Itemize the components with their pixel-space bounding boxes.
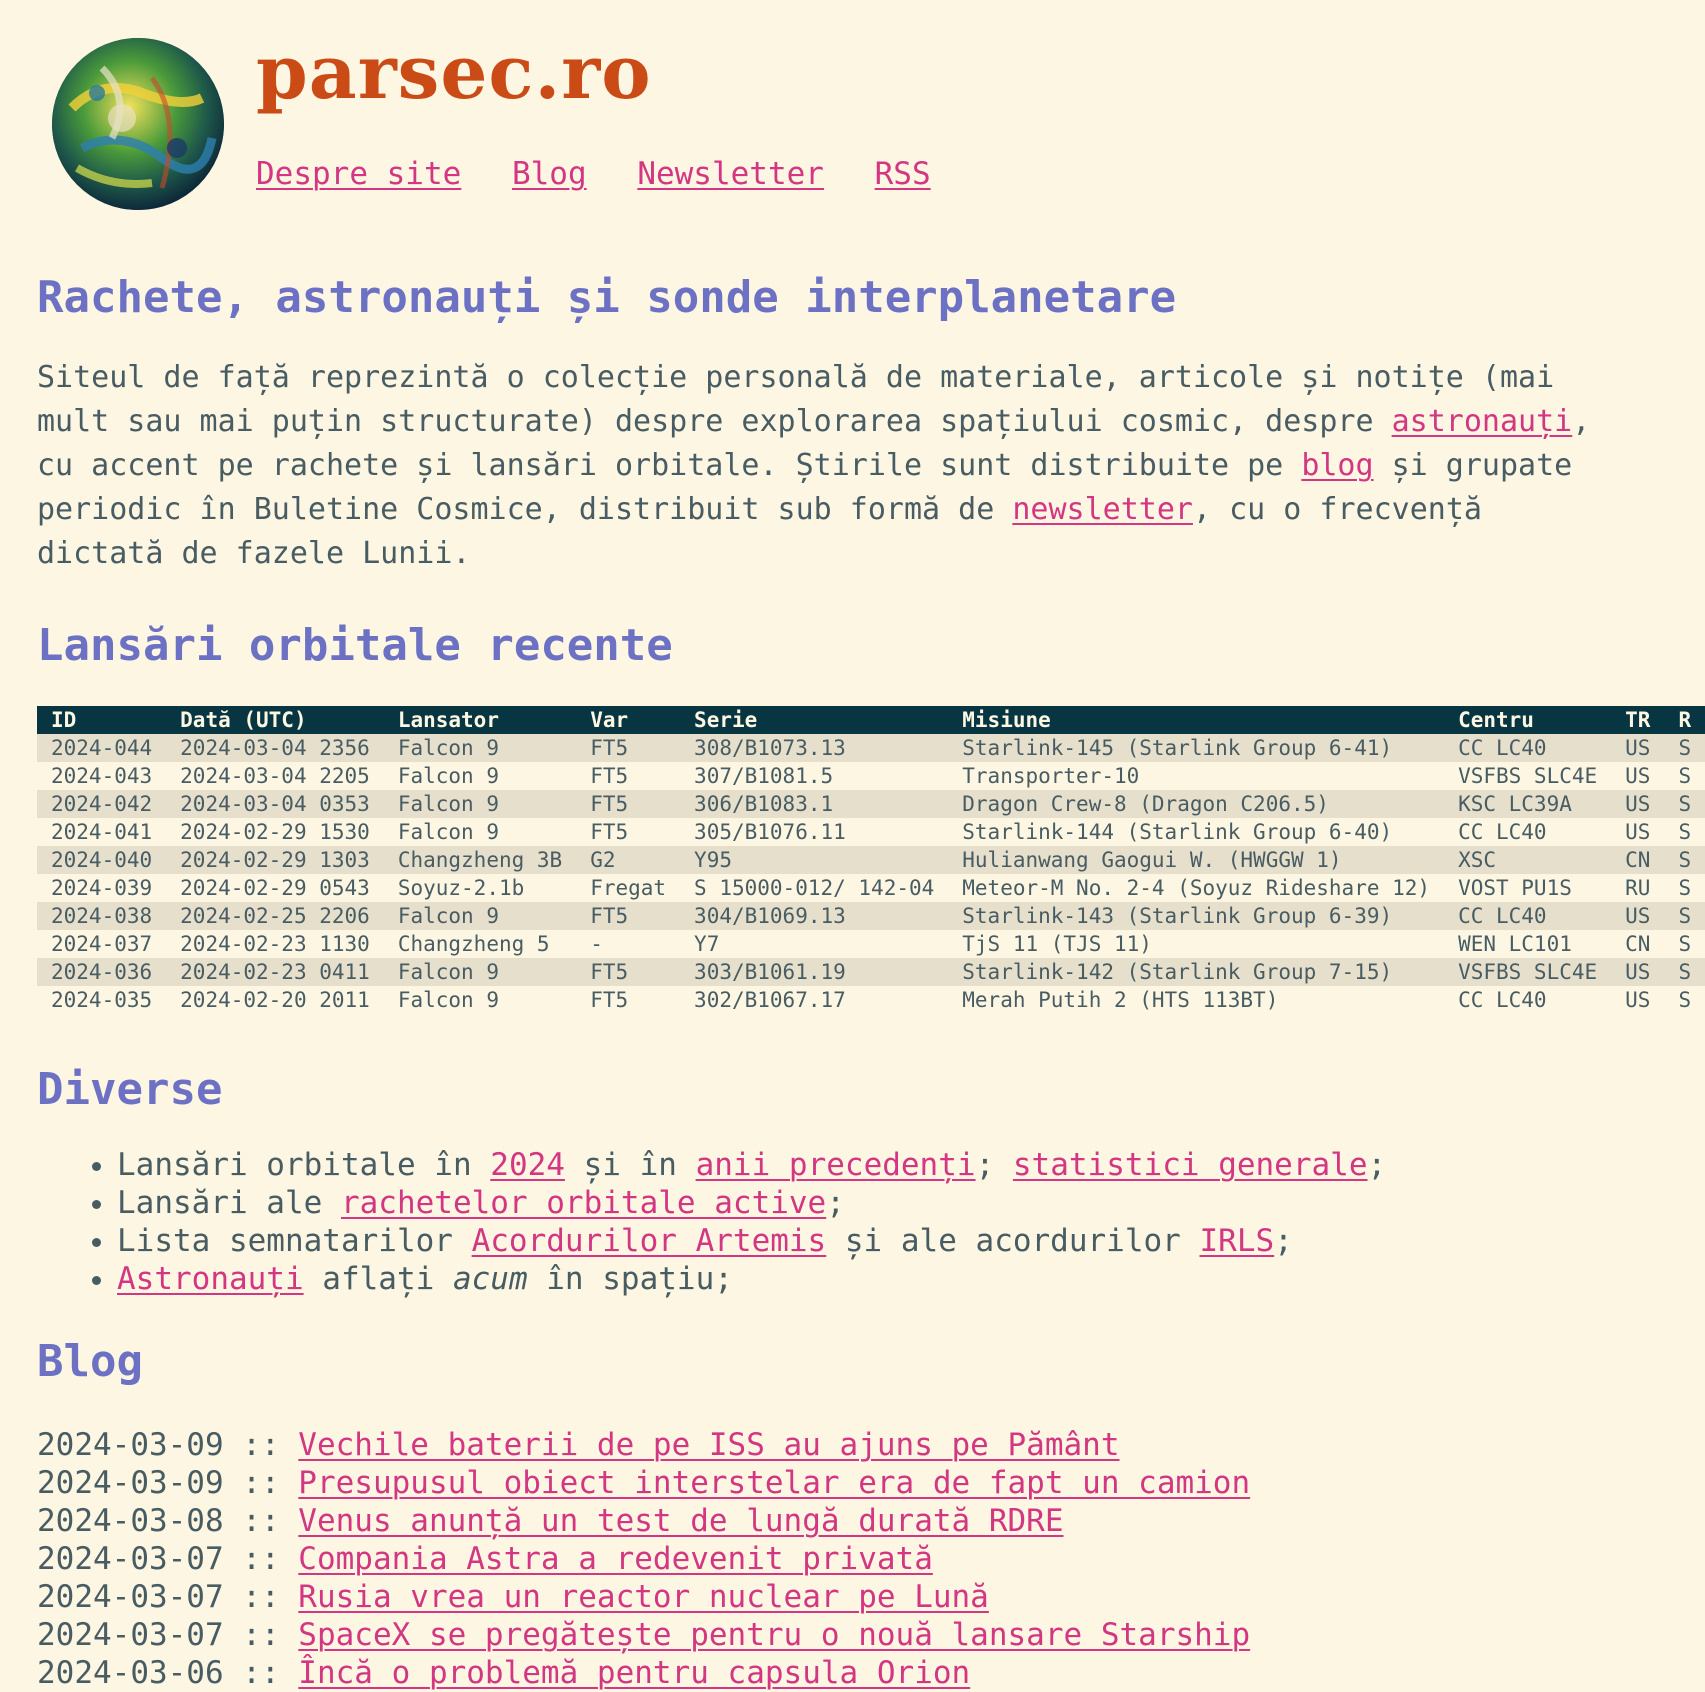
cell-variant: FT5 (590, 988, 629, 1012)
cell-result: S (1678, 932, 1692, 956)
diverse-list (37, 1146, 1592, 1298)
cell-variant: FT5 (576, 902, 680, 930)
cell-center: KSC LC39A (1444, 790, 1611, 818)
post-link[interactable]: Presupusul obiect interstelar era de fapt un camion (298, 1465, 1251, 1501)
cell-id: 2024-044 (37, 734, 166, 762)
cell-launcher: Falcon 9 (384, 790, 576, 818)
intro-heading: Rachete, astronauți și sonde interplanetare (37, 272, 1177, 323)
post-date: 2024-03-07 (37, 1541, 224, 1577)
table-row (37, 930, 1705, 958)
list-item (37, 1426, 1592, 1464)
intro-paragraph (37, 356, 1592, 576)
cell-center: CC LC40 (1458, 988, 1547, 1012)
post-separator: :: (223, 1465, 299, 1501)
table-row (37, 874, 1705, 902)
cell-variant: Fregat (590, 876, 667, 900)
cell-mission: TjS 11 (TJS 11) (962, 932, 1152, 956)
cell-series: 302/B1067.17 (694, 988, 846, 1012)
cell-result: S (1664, 734, 1705, 762)
list-item (37, 1578, 1592, 1616)
cell-mission: Starlink-144 (Starlink Group 6-40) (962, 820, 1393, 844)
item-text: ; (1274, 1223, 1293, 1259)
cell-center: VSFBS SLC4E (1444, 958, 1611, 986)
link-2024[interactable]: 2024 (490, 1147, 565, 1183)
cell-mission: Merah Putih 2 (HTS 113BT) (962, 988, 1279, 1012)
cell-launcher: Soyuz-2.1b (397, 876, 525, 900)
list-item (117, 1184, 1592, 1222)
cell-series: S 15000-012/ 142-04 (694, 876, 935, 900)
post-separator: :: (223, 1503, 299, 1539)
cell-country: US (1611, 790, 1664, 818)
column-header-date: Dată (UTC) (166, 706, 384, 734)
cell-country: CN (1625, 932, 1651, 956)
item-text: Lansări orbitale în (117, 1147, 491, 1183)
post-link[interactable]: Rusia vrea un reactor nuclear pe Lună (298, 1579, 989, 1615)
link-astronauti[interactable]: astronauți (1391, 404, 1573, 439)
link-anii-precedenti[interactable]: anii precedenți (695, 1147, 976, 1183)
list-item (117, 1146, 1592, 1184)
cell-date: 2024-02-23 0411 (166, 958, 384, 986)
item-text: Lansări ale (117, 1185, 341, 1221)
launches-heading: Lansări orbitale recente (37, 620, 673, 671)
list-item (37, 1464, 1592, 1502)
cell-result: S (1664, 958, 1705, 986)
cell-mission: Starlink-145 (Starlink Group 6-41) (948, 734, 1444, 762)
column-header-series: Serie (680, 706, 948, 734)
post-separator: :: (223, 1655, 299, 1691)
cell-country: RU (1625, 876, 1651, 900)
cell-id: 2024-043 (51, 764, 153, 788)
cell-launcher: Changzheng 3B (384, 846, 576, 874)
link-rachete-active[interactable]: rachetelor orbitale active (340, 1185, 827, 1221)
table-row (37, 762, 1705, 790)
table-row (37, 902, 1705, 930)
item-text: ; (975, 1147, 1013, 1183)
item-text: în spațiu; (527, 1261, 733, 1297)
cell-result: S (1664, 846, 1705, 874)
cell-result: S (1678, 764, 1692, 788)
post-separator: :: (223, 1541, 299, 1577)
cell-series: 305/B1076.11 (694, 820, 846, 844)
table-row (37, 958, 1705, 986)
cell-country: US (1625, 988, 1651, 1012)
cell-launcher: Falcon 9 (397, 988, 499, 1012)
post-link[interactable]: Compania Astra a redevenit privată (298, 1541, 933, 1577)
column-header-variant: Var (576, 706, 680, 734)
cell-variant: FT5 (576, 790, 680, 818)
cell-center: VOST PU1S (1458, 876, 1572, 900)
cell-date: 2024-02-23 1130 (180, 932, 370, 956)
cell-center: XSC (1444, 846, 1611, 874)
site-header (0, 0, 1620, 230)
post-date: 2024-03-09 (37, 1427, 224, 1463)
cell-series: 306/B1083.1 (680, 790, 948, 818)
cell-center: CC LC40 (1444, 734, 1611, 762)
cell-id: 2024-040 (37, 846, 166, 874)
link-acordurile-artemis[interactable]: Acordurilor Artemis (471, 1223, 827, 1259)
post-separator: :: (223, 1579, 299, 1615)
cell-country: US (1625, 820, 1651, 844)
cell-id: 2024-041 (51, 820, 153, 844)
table-row (37, 846, 1705, 874)
cell-date: 2024-02-29 0543 (180, 876, 370, 900)
site-logo[interactable] (52, 38, 224, 210)
cell-launcher: Falcon 9 (397, 764, 499, 788)
column-header-country: TR (1611, 706, 1664, 734)
cell-id: 2024-039 (51, 876, 153, 900)
cell-launcher: Falcon 9 (384, 902, 576, 930)
cell-variant: G2 (576, 846, 680, 874)
link-blog[interactable]: blog (1301, 448, 1374, 483)
list-item (117, 1260, 1592, 1298)
item-emphasis: acum (452, 1261, 528, 1297)
post-date: 2024-03-07 (37, 1579, 224, 1615)
cell-series: 307/B1081.5 (694, 764, 834, 788)
column-header-center: Centru (1444, 706, 1611, 734)
cell-variant: FT5 (590, 820, 629, 844)
post-link[interactable]: Venus anunță un test de lungă durată RDRE (298, 1503, 1064, 1539)
cell-series: 303/B1061.19 (680, 958, 948, 986)
list-item (37, 1502, 1592, 1540)
launches-table (37, 706, 1705, 1014)
cell-mission: Hulianwang Gaogui W. (HWGGW 1) (948, 846, 1444, 874)
post-link[interactable]: Vechile baterii de pe ISS au ajuns pe Pământ (298, 1427, 1120, 1463)
column-header-result: R (1664, 706, 1705, 734)
blog-post-list (37, 1426, 1592, 1692)
cell-series: Y95 (680, 846, 948, 874)
cell-center: CC LC40 (1458, 820, 1547, 844)
site-title[interactable]: parsec.ro (256, 30, 652, 116)
cell-launcher: Falcon 9 (384, 958, 576, 986)
cell-date: 2024-03-04 0353 (166, 790, 384, 818)
intro-text-1: Siteul de față reprezintă o colecție personală de materiale, articole și notițe (mai mult sau mai puțin structurate) despre explorarea spațiului cosmic, despre (37, 360, 1555, 439)
cell-mission: Starlink-143 (Starlink Group 6-39) (948, 902, 1444, 930)
cell-country: US (1611, 958, 1664, 986)
item-text: ; (1367, 1147, 1387, 1183)
cell-result: S (1664, 790, 1705, 818)
cell-variant: - (590, 932, 603, 956)
post-link[interactable]: SpaceX se pregătește pentru o nouă lansare Starship (298, 1617, 1251, 1653)
item-text: Lista semnatarilor (117, 1223, 472, 1259)
planet-logo-icon (52, 38, 224, 210)
cell-country: US (1611, 734, 1664, 762)
top-navigation (256, 154, 963, 194)
cell-launcher: Falcon 9 (384, 734, 576, 762)
cell-launcher: Changzheng 5 (397, 932, 550, 956)
cell-date: 2024-02-29 1303 (166, 846, 384, 874)
cell-mission: Starlink-142 (Starlink Group 7-15) (948, 958, 1444, 986)
cell-id: 2024-038 (37, 902, 166, 930)
post-separator: :: (223, 1617, 299, 1653)
cell-result: S (1678, 988, 1692, 1012)
column-header-id: ID (37, 706, 166, 734)
cell-center: CC LC40 (1444, 902, 1611, 930)
cell-series: 304/B1069.13 (680, 902, 948, 930)
cell-series: Y7 (694, 932, 720, 956)
table-header-row (37, 706, 1705, 734)
cell-country: US (1625, 764, 1651, 788)
cell-country: US (1611, 902, 1664, 930)
cell-date: 2024-02-29 1530 (180, 820, 370, 844)
post-date: 2024-03-07 (37, 1617, 224, 1653)
cell-variant: FT5 (576, 958, 680, 986)
post-separator: :: (223, 1427, 299, 1463)
intro-text-4: , cu o frecvență dictată de fazele Lunii. (37, 492, 1482, 571)
item-text: aflați (303, 1261, 453, 1297)
nav-link-newsletter[interactable]: Newsletter (637, 156, 824, 192)
post-date: 2024-03-08 (37, 1503, 224, 1539)
cell-date: 2024-02-25 2206 (166, 902, 384, 930)
cell-variant: FT5 (576, 734, 680, 762)
blog-heading: Blog (37, 1336, 143, 1387)
nav-link-despre-site[interactable]: Despre site (256, 156, 462, 192)
item-text: și în (564, 1147, 696, 1183)
post-date: 2024-03-09 (37, 1465, 224, 1501)
cell-id: 2024-036 (37, 958, 166, 986)
diverse-heading: Diverse (37, 1064, 223, 1115)
cell-date: 2024-02-20 2011 (180, 988, 370, 1012)
list-item (37, 1540, 1592, 1578)
main-content (37, 270, 1692, 1692)
cell-country: CN (1611, 846, 1664, 874)
cell-result: S (1678, 820, 1692, 844)
item-text: și ale acordurilor (826, 1223, 1200, 1259)
link-astronauti-acum[interactable]: Astronauți (117, 1261, 304, 1297)
list-item (37, 1654, 1592, 1692)
cell-mission: Meteor-M No. 2-4 (Soyuz Rideshare 12) (962, 876, 1431, 900)
nav-link-blog[interactable]: Blog (511, 156, 587, 192)
link-newsletter[interactable]: newsletter (1012, 492, 1193, 527)
nav-link-rss[interactable]: RSS (874, 156, 931, 192)
cell-result: S (1678, 876, 1692, 900)
table-row (37, 986, 1705, 1014)
cell-date: 2024-03-04 2205 (180, 764, 370, 788)
list-item (117, 1222, 1592, 1260)
launches-table-body (37, 734, 1705, 1014)
intro-text-2: , cu accent pe rachete și lansări orbitale. Știrile sunt distribuite pe (37, 404, 1591, 483)
cell-center: WEN LC101 (1458, 932, 1572, 956)
cell-mission: Transporter-10 (962, 764, 1140, 788)
cell-center: VSFBS SLC4E (1458, 764, 1598, 788)
link-irls[interactable]: IRLS (1199, 1223, 1275, 1259)
cell-mission: Dragon Crew-8 (Dragon C206.5) (948, 790, 1444, 818)
table-row (37, 734, 1705, 762)
cell-id: 2024-042 (37, 790, 166, 818)
cell-variant: FT5 (590, 764, 629, 788)
item-text: ; (826, 1185, 845, 1221)
cell-series: 308/B1073.13 (680, 734, 948, 762)
list-item (37, 1616, 1592, 1654)
post-link[interactable]: Încă o problemă pentru capsula Orion (298, 1655, 971, 1691)
cell-result: S (1664, 902, 1705, 930)
post-date: 2024-03-06 (37, 1655, 224, 1691)
link-statistici-generale[interactable]: statistici generale (1012, 1147, 1368, 1183)
table-row (37, 818, 1705, 846)
cell-date: 2024-03-04 2356 (166, 734, 384, 762)
cell-id: 2024-037 (51, 932, 153, 956)
column-header-launcher: Lansator (384, 706, 576, 734)
cell-id: 2024-035 (51, 988, 153, 1012)
intro-text-3: și grupate periodic în Buletine Cosmice, distribuit sub formă de (37, 448, 1573, 527)
table-row (37, 790, 1705, 818)
cell-launcher: Falcon 9 (397, 820, 499, 844)
column-header-mission: Misiune (948, 706, 1444, 734)
